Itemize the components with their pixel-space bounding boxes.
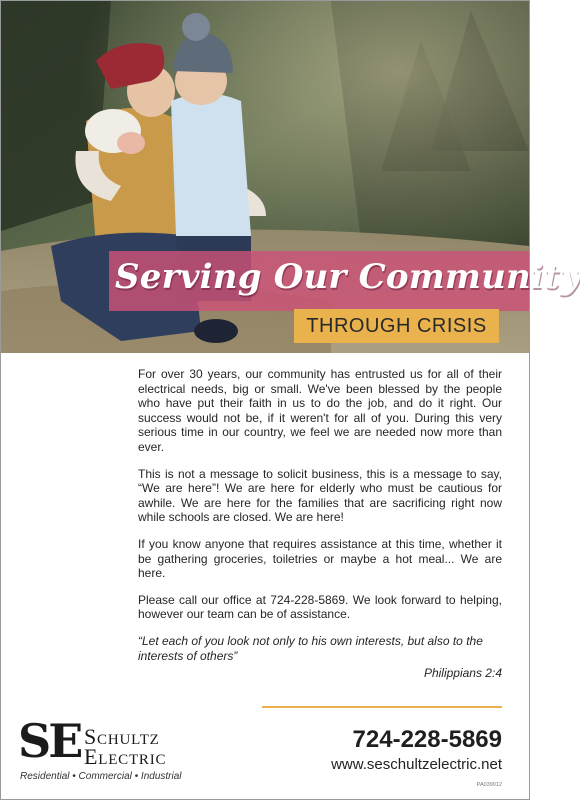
subheadline-banner	[294, 309, 499, 343]
company-monogram-logo: SE	[18, 714, 81, 768]
footer-divider	[262, 706, 502, 708]
headline-title: Serving Our Community	[115, 257, 580, 297]
phone-number[interactable]: 724-228-5869	[352, 726, 502, 753]
company-name-line2: Electric	[84, 744, 167, 769]
paragraph-4: Please call our office at 724-228-5869. We look forward to helping, however our team can be of assistance.	[138, 592, 502, 622]
paragraph-2: This is not a message to solicit business, this is a message to say, “We are here”! We are here for elderly who must be cautious for awhile. We are here for the families that are sacrificing right now while schools are closed. We are here!	[138, 466, 502, 525]
message-body	[138, 367, 502, 681]
paragraph-3: If you know anyone that requires assistance at this time, whether it be gathering groceries, toiletries or maybe a hot meal... We are here.	[138, 536, 502, 581]
paragraph-1: For over 30 years, our community has entrusted us for all of their electrical needs, big or small. We've been blessed by the people who have put their faith in us to do the job, and do it right. Our success would not be, if it weren't for all of you. During this very serious time in our country, we feel we are needed now more than ever.	[138, 367, 502, 454]
subheadline-text: THROUGH CRISIS	[306, 315, 487, 337]
ad-code: PA039012	[476, 782, 502, 788]
hero-photo	[1, 1, 580, 353]
company-name-line1: Schultz	[84, 724, 160, 749]
headline-banner	[109, 251, 580, 311]
scripture-quote: “Let each of you look not only to his own interests, but also to the interests of others”	[138, 633, 483, 663]
website-link[interactable]: www.seschultzelectric.net	[331, 756, 502, 773]
scripture-citation: Philippians 2:4	[423, 666, 502, 681]
company-tagline: Residential • Commercial • Industrial	[20, 771, 182, 782]
